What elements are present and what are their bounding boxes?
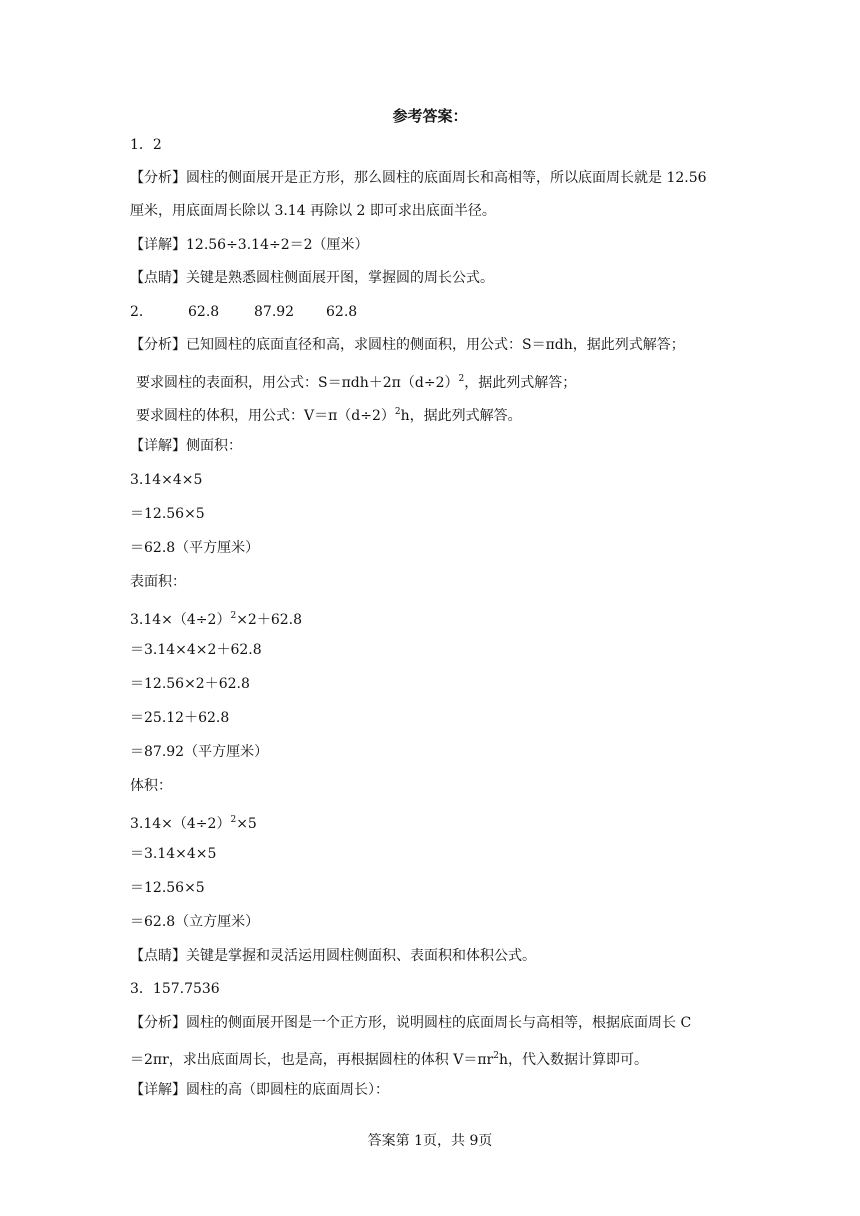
q2-analysis-line-3 (136, 402, 746, 426)
q2-volume-step-4: ＝62.8（立方厘米） (130, 914, 260, 930)
q1-detail: 【详解】12.56÷3.14÷2＝2（厘米） (130, 237, 369, 253)
q2-volume-step-1-text: 3.14×（4÷2） (130, 816, 231, 832)
q2-volume-label: 体积： (130, 778, 172, 794)
q2-volume-step-3: ＝12.56×5 (130, 880, 205, 896)
q2-answer-row (130, 302, 740, 322)
q2-surface-label: 表面积： (130, 574, 186, 590)
q1-number: 1．2 (130, 137, 162, 153)
q2-analysis-line-1: 【分析】已知圆柱的底面直径和高，求圆柱的侧面积，用公式：S＝πdh，据此列式解答； (130, 337, 685, 353)
q2-analysis-line-3-exponent: 2 (394, 407, 401, 417)
q2-surface-step-5: ＝87.92（平方厘米） (130, 744, 269, 760)
q2-surface-step-1 (130, 606, 740, 630)
page-footer: 答案第 1页，共 9页 (367, 1133, 493, 1149)
q1-analysis-line-1: 【分析】圆柱的侧面展开是正方形，那么圆柱的底面周长和高相等，所以底面周长就是 12.56 (130, 170, 707, 186)
q2-volume-step-1-tail: ×5 (236, 816, 257, 832)
q2-analysis-line-2-text: 要求圆柱的表面积，用公式：S＝πdh＋2π（d÷2） (136, 375, 459, 391)
q2-analysis-line-3-tail: h，据此列式解答。 (400, 408, 522, 424)
q1-analysis-line-2: 厘米，用底面周长除以 3.14 再除以 2 即可求出底面半径。 (130, 203, 496, 219)
q3-analysis-line-2-exponent: 2 (493, 1051, 499, 1061)
q2-number: 2． (130, 304, 153, 320)
q2-analysis-line-3-text: 要求圆柱的体积，用公式：V＝π（d÷2） (136, 408, 395, 424)
q1-comment: 【点睛】关键是熟悉圆柱侧面展开图，掌握圆的周长公式。 (130, 270, 494, 286)
q2-answer-1: 62.8 (188, 304, 220, 320)
q3-analysis-line-2-tail: h，代入数据计算即可。 (499, 1052, 649, 1068)
q2-volume-step-2: ＝3.14×4×5 (130, 846, 217, 862)
q2-answer-2: 87.92 (254, 304, 295, 320)
q2-volume-step-1-exponent: 2 (230, 815, 237, 825)
q2-analysis-line-2-tail: ，据此列式解答； (464, 375, 577, 391)
q3-number: 3．157.7536 (130, 981, 220, 997)
q2-detail: 【详解】侧面积： (130, 438, 242, 454)
page-title: 参考答案： (392, 107, 468, 125)
q2-surface-step-2: ＝3.14×4×2＋62.8 (130, 642, 262, 658)
q3-detail: 【详解】圆柱的高（即圆柱的底面周长）： (130, 1082, 389, 1098)
q2-lateral-step-3: ＝62.8（平方厘米） (130, 540, 260, 556)
q2-volume-step-1 (130, 810, 740, 834)
q2-surface-step-1-text: 3.14×（4÷2） (130, 612, 231, 628)
q3-analysis-line-2 (130, 1046, 740, 1070)
q2-surface-step-1-exponent: 2 (230, 611, 237, 621)
q2-surface-step-3: ＝12.56×2＋62.8 (130, 676, 250, 692)
q2-surface-step-4: ＝25.12＋62.8 (130, 710, 230, 726)
q3-analysis-line-2-text: ＝2πr，求出底面周长，也是高，再根据圆柱的体积 V＝πr (130, 1052, 494, 1068)
q2-analysis-line-2 (136, 369, 746, 393)
q2-lateral-step-2: ＝12.56×5 (130, 506, 205, 522)
q2-lateral-step-1: 3.14×4×5 (130, 472, 203, 488)
q3-analysis-line-1: 【分析】圆柱的侧面展开图是一个正方形，说明圆柱的底面周长与高相等，根据底面周长 C (130, 1015, 692, 1031)
q2-answer-3: 62.8 (326, 304, 358, 320)
q2-analysis-line-2-exponent: 2 (458, 374, 465, 384)
q2-surface-step-1-tail: ×2＋62.8 (236, 612, 302, 628)
q2-comment: 【点睛】关键是掌握和灵活运用圆柱侧面积、表面积和体积公式。 (130, 948, 536, 964)
